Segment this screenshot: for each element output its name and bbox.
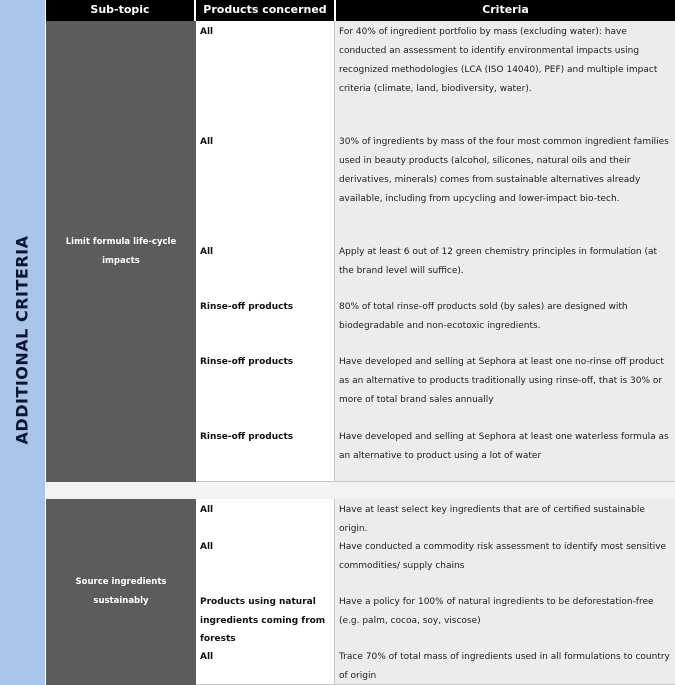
products-cell: All — [196, 646, 335, 685]
criteria-cell: 80% of total rinse-off products sold (by sales) are designed with biodegradable and non-ecotoxic ingredients. — [335, 296, 675, 352]
products-cell: Rinse-off products — [196, 351, 335, 427]
criteria-cell: Have developed and selling at Sephora at least one waterless formula as an alternative to product using a lot of water — [335, 426, 675, 482]
header-subtopic: Sub-topic — [46, 0, 194, 21]
products-cell: All — [196, 131, 335, 242]
criteria-table — [46, 0, 675, 685]
criteria-cell: Apply at least 6 out of 12 green chemistry principles in formulation (at the brand level will suffice). — [335, 241, 675, 297]
products-cell: All — [196, 536, 335, 592]
subtopic-cell: Limit formula life-cycle impacts — [46, 21, 196, 482]
header-criteria: Criteria — [335, 0, 675, 21]
products-cell: Rinse-off products — [196, 296, 335, 352]
subtopic-cell: Source ingredients sustainably — [46, 499, 196, 685]
products-cell: All — [196, 21, 335, 132]
side-banner — [0, 0, 45, 685]
products-cell: All — [196, 241, 335, 297]
criteria-cell: Have a policy for 100% of natural ingredients to be deforestation-free (e.g. palm, cocoa, soy, viscose) — [335, 591, 675, 647]
products-cell: Rinse-off products — [196, 426, 335, 482]
section-spacer — [46, 482, 675, 499]
side-banner-label: ADDITIONAL CRITERIA — [12, 235, 32, 445]
criteria-cell: Have at least select key ingredients that are of certified sustainable origin. — [335, 499, 675, 537]
criteria-cell: Have developed and selling at Sephora at least one no-rinse off product as an alternative to products traditionally using rinse-off, that is 30% or more of total brand sales annually — [335, 351, 675, 427]
header-products: Products concerned — [195, 0, 334, 21]
products-cell: Products using natural ingredients coming from forests — [196, 591, 335, 647]
criteria-cell: Have conducted a commodity risk assessment to identify most sensitive commodities/ supply chains — [335, 536, 675, 592]
products-cell: All — [196, 499, 335, 537]
criteria-cell: Trace 70% of total mass of ingredients used in all formulations to country of origin — [335, 646, 675, 685]
criteria-cell: 30% of ingredients by mass of the four most common ingredient families used in beauty products (alcohol, silicones, natural oils and their derivatives, minerals) comes from sustainable alternatives already available, including from upcycling and lower-impact bio-tech. — [335, 131, 675, 242]
criteria-cell: For 40% of ingredient portfolio by mass (excluding water): have conducted an assessment to identify environmental impacts using recognized methodologies (LCA (ISO 14040), PEF) and multiple impact criteria (climate, land, biodiversity, water). — [335, 21, 675, 132]
